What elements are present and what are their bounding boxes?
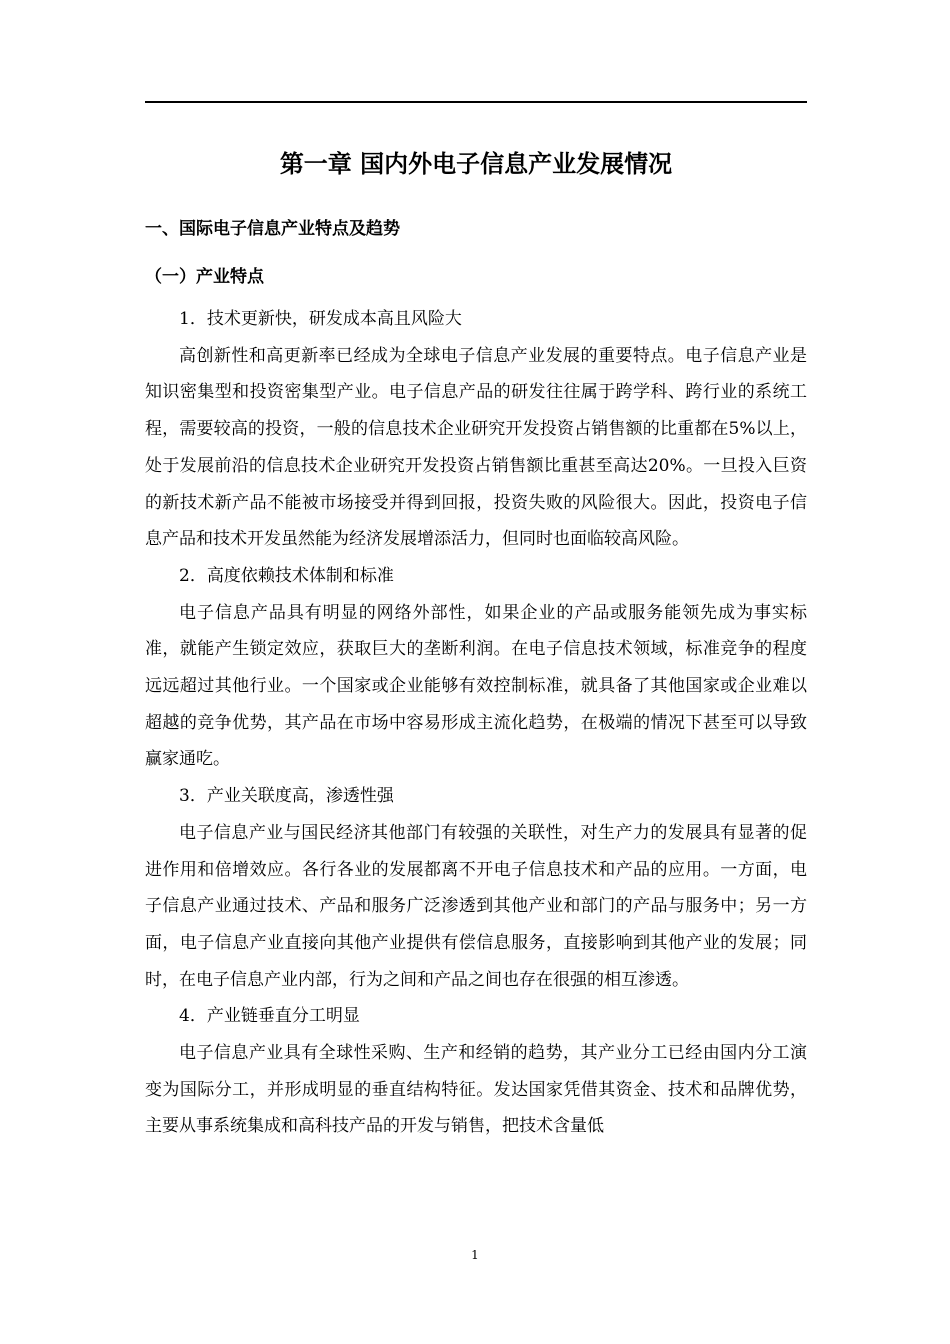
item-paragraph-3: 电子信息产业与国民经济其他部门有较强的关联性，对生产力的发展具有显著的促进作用和倍增效应。各行各业的发展都离不开电子信息技术和产品的应用。一方面，电子信息产业通过技术、产品和服务广泛渗透到其他产业和部门的产品与服务中；另一方面，电子信息产业直接向其他产业提供有偿信息服务，直接影响到其他产业的发展；同时，在电子信息产业内部，行为之间和产品之间也存在很强的相互渗透。 [145, 822, 807, 990]
item-title-1: 1．技术更新快，研发成本高且风险大 [179, 309, 462, 329]
item-paragraph-4: 电子信息产业具有全球性采购、生产和经销的趋势，其产业分工已经由国内分工演变为国际分工，并形成明显的垂直结构特征。发达国家凭借其资金、技术和品牌优势，主要从事系统集成和高科技产品的开发与销售，把技术含量低 [145, 1043, 807, 1137]
item-paragraph-2: 电子信息产品具有明显的网络外部性，如果企业的产品或服务能领先成为事实标准，就能产生锁定效应，获取巨大的垄断利润。在电子信息技术领域，标准竞争的程度远远超过其他行业。一个国家或企业能够有效控制标准，就具备了其他国家或企业难以超越的竞争优势，其产品在市场中容易形成主流化趋势，在极端的情况下甚至可以导致赢家通吃。 [145, 602, 807, 770]
chapter-title: 第一章 国内外电子信息产业发展情况 [279, 150, 673, 178]
header-rule [145, 101, 807, 103]
subsection-heading: （一）产业特点 [145, 267, 264, 287]
body-text [145, 301, 807, 1145]
item-title-2: 2．高度依赖技术体制和标准 [179, 565, 394, 586]
section-heading: 一、国际电子信息产业特点及趋势 [145, 219, 400, 239]
item-paragraph-1: 高创新性和高更新率已经成为全球电子信息产业发展的重要特点。电子信息产业是知识密集型和投资密集型产业。电子信息产品的研发往往属于跨学科、跨行业的系统工程，需要较高的投资，一般的信息技术企业研究开发投资占销售额的比重都在5%以上，处于发展前沿的信息技术企业研究开发投资占销售额比重甚至高达20%。一旦投入巨资的新技术新产品不能被市场接受并得到回报，投资失败的风险很大。因此，投资电子信息产品和技术开发虽然能为经济发展增添活力，但同时也面临较高风险。 [145, 345, 807, 550]
item-title-3: 3．产业关联度高，渗透性强 [179, 786, 394, 807]
item-title-4: 4．产业链垂直分工明显 [179, 1006, 360, 1027]
page-number: 1 [471, 1248, 479, 1262]
